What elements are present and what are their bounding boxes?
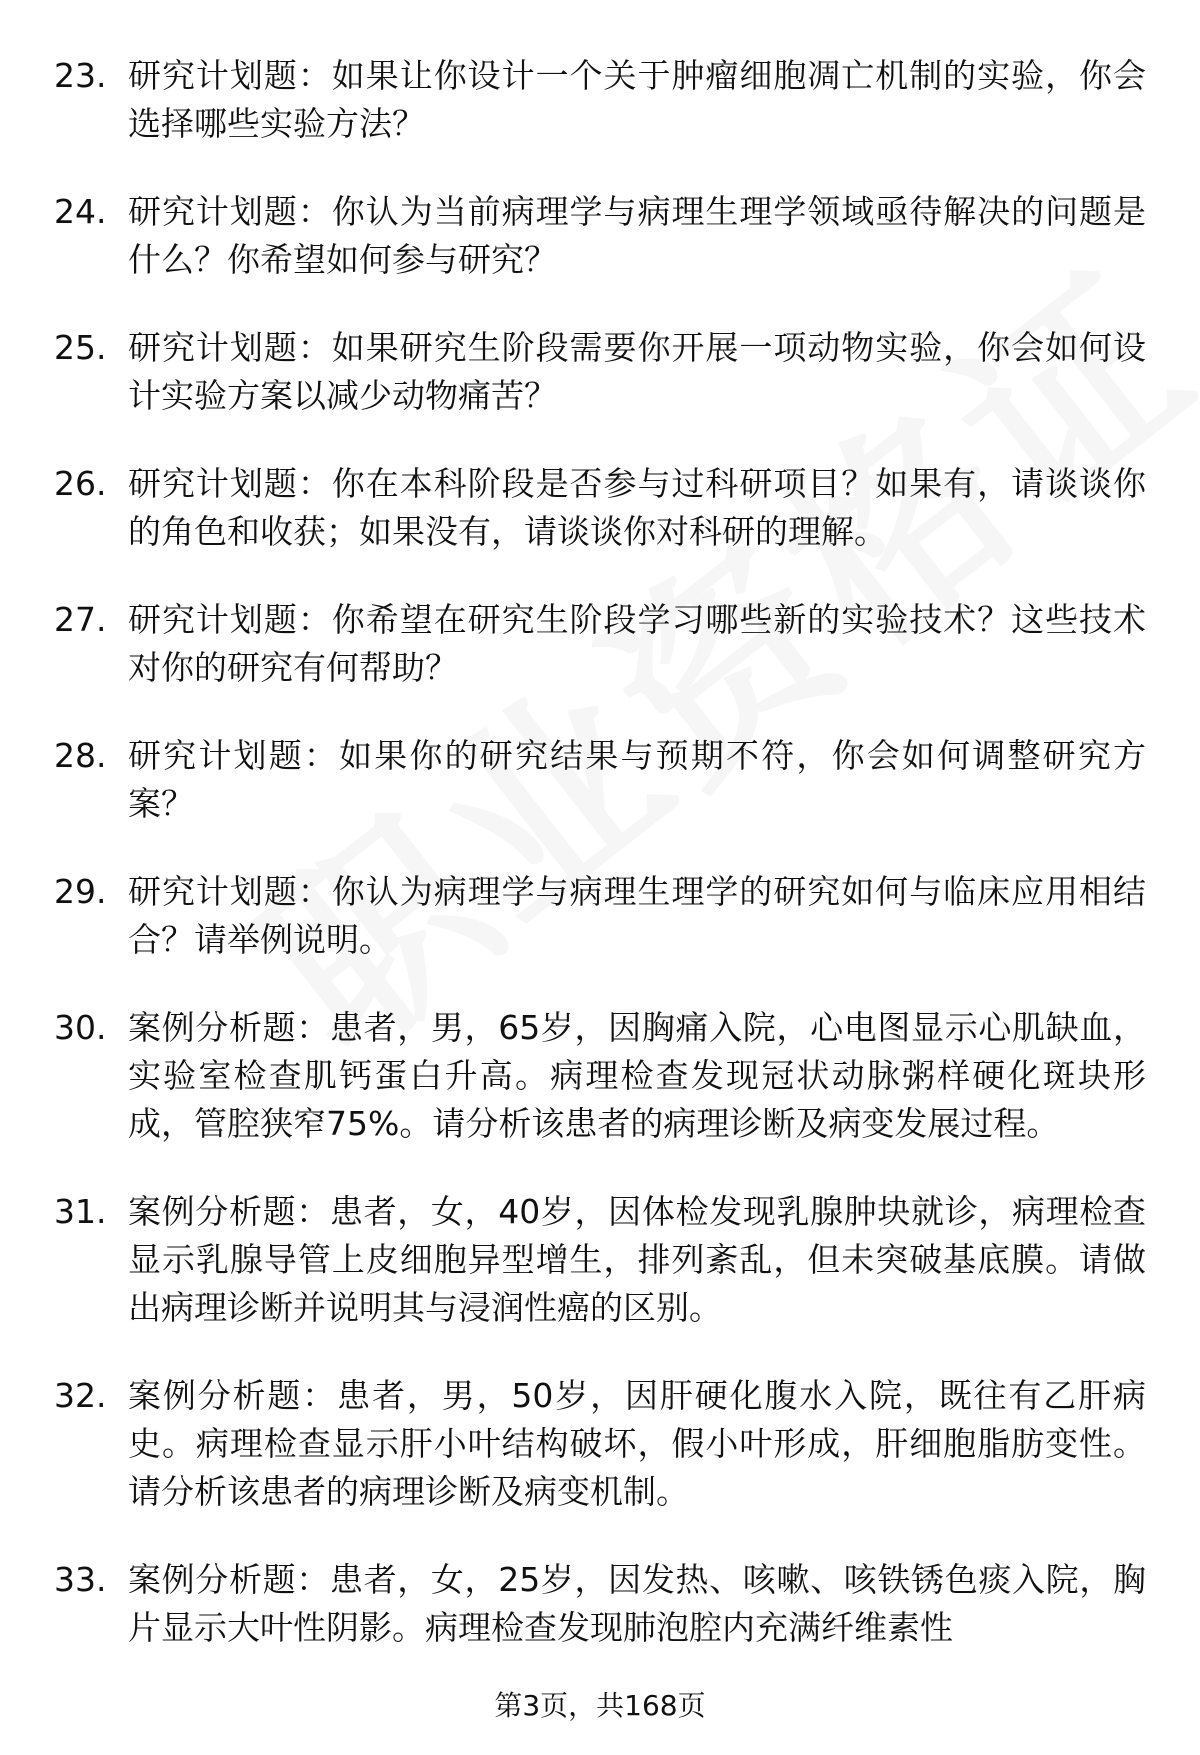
question-text: 案例分析题：患者，男，50岁，因肝硬化腹水入院，既往有乙肝病史。病理检查显示肝小叶结构破坏，假小叶形成，肝细胞脂肪变性。请分析该患者的病理诊断及病变机制。: [128, 1376, 1146, 1511]
question-item: [54, 1004, 1146, 1148]
question-item: [54, 1372, 1146, 1516]
question-item: [54, 460, 1146, 556]
question-text: 案例分析题：患者，女，25岁，因发热、咳嗽、咳铁锈色痰入院，胸片显示大叶性阴影。病理检查发现肺泡腔内充满纤维素性: [128, 1560, 1146, 1647]
question-item: [54, 732, 1146, 828]
question-item: [54, 52, 1146, 148]
question-text: 案例分析题：患者，女，40岁，因体检发现乳腺肿块就诊，病理检查显示乳腺导管上皮细胞异型增生，排列紊乱，但未突破基底膜。请做出病理诊断并说明其与浸润性癌的区别。: [128, 1192, 1146, 1327]
question-item: [54, 188, 1146, 284]
question-number: 28.: [54, 736, 107, 775]
question-text: 研究计划题：你在本科阶段是否参与过科研项目？如果有，请谈谈你的角色和收获；如果没有，请谈谈你对科研的理解。: [128, 464, 1146, 551]
question-text: 研究计划题：你认为病理学与病理生理学的研究如何与临床应用相结合？请举例说明。: [128, 872, 1146, 959]
question-number: 31.: [54, 1192, 107, 1231]
question-number: 25.: [54, 328, 107, 367]
question-number: 29.: [54, 872, 107, 911]
question-text: 研究计划题：如果你的研究结果与预期不符，你会如何调整研究方案？: [128, 736, 1146, 823]
question-item: [54, 596, 1146, 692]
question-number: 26.: [54, 464, 107, 503]
question-item: [54, 324, 1146, 420]
question-number: 24.: [54, 192, 107, 231]
question-number: 32.: [54, 1376, 107, 1415]
page-footer: 第3页，共168页: [494, 1689, 706, 1722]
question-number: 33.: [54, 1560, 107, 1599]
question-number: 23.: [54, 56, 107, 95]
question-item: [54, 868, 1146, 964]
question-item: [54, 1188, 1146, 1332]
question-text: 案例分析题：患者，男，65岁，因胸痛入院，心电图显示心肌缺血，实验室检查肌钙蛋白升高。病理检查发现冠状动脉粥样硬化斑块形成，管腔狭窄75%。请分析该患者的病理诊断及病变发展过程。: [128, 1008, 1146, 1143]
question-list: [54, 52, 1146, 1692]
question-number: 27.: [54, 600, 107, 639]
question-text: 研究计划题：你希望在研究生阶段学习哪些新的实验技术？这些技术对你的研究有何帮助？: [128, 600, 1146, 687]
question-number: 30.: [54, 1008, 107, 1047]
question-text: 研究计划题：如果让你设计一个关于肿瘤细胞凋亡机制的实验，你会选择哪些实验方法？: [128, 56, 1146, 143]
question-text: 研究计划题：你认为当前病理学与病理生理学领域亟待解决的问题是什么？你希望如何参与研究？: [128, 192, 1146, 279]
question-text: 研究计划题：如果研究生阶段需要你开展一项动物实验，你会如何设计实验方案以减少动物痛苦？: [128, 328, 1146, 415]
question-item: [54, 1556, 1146, 1652]
